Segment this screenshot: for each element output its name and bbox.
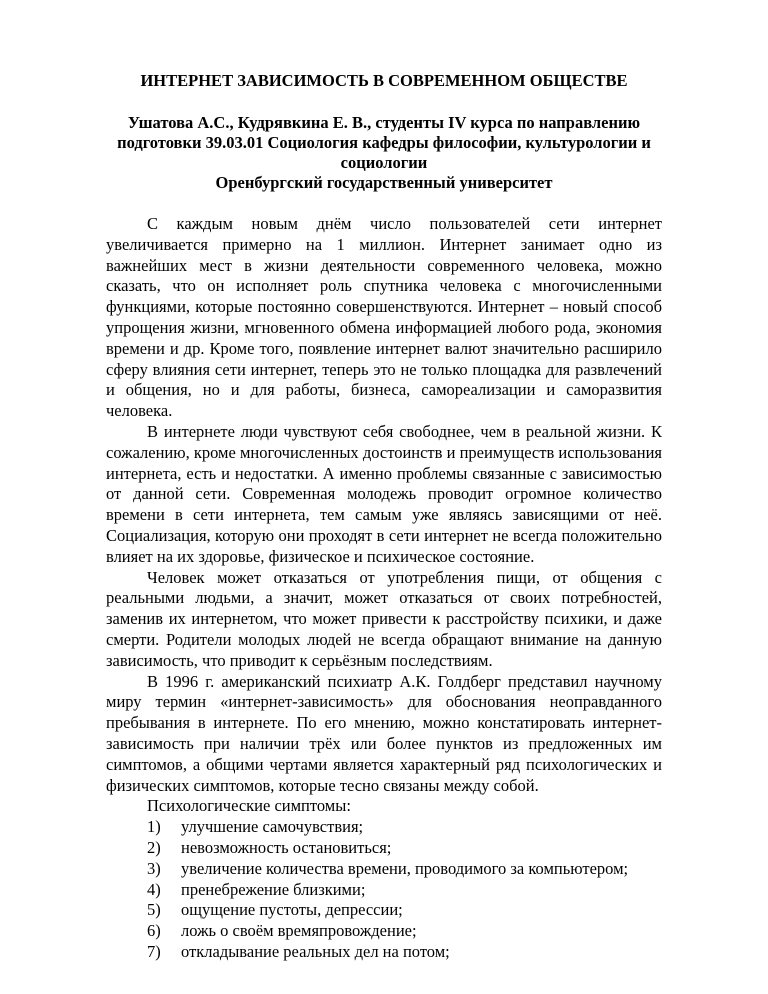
list-item [106, 880, 662, 901]
list-text: пренебрежение близкими; [181, 879, 366, 899]
list-item [106, 921, 662, 942]
list-number: 7) [147, 941, 161, 961]
document-body [106, 214, 662, 963]
list-heading: Психологические симптомы: [147, 796, 351, 816]
list-text: невозможность остановиться; [181, 837, 392, 857]
authors-line: подготовки 39.03.01 Социология кафедры философии, культурологии и [117, 133, 651, 152]
list-number: 1) [147, 817, 161, 837]
document-title: ИНТЕРНЕТ ЗАВИСИМОСТЬ В СОВРЕМЕННОМ ОБЩЕСТВЕ [140, 71, 628, 90]
university-name: Оренбургский государственный университет [215, 173, 553, 192]
authors-line: социологии [340, 153, 428, 172]
list-item [106, 942, 662, 963]
list-number: 6) [147, 921, 161, 941]
list-number: 2) [147, 837, 161, 857]
paragraph: С каждым новым днём число пользователей сети интернет увеличивается примерно на 1 миллион. Интернет занимает одно из важнейших мест в жизни деятельности современного человека, можно сказать, что он исполняет роль спутника человека с многочисленными функциями, которые постоянно совершенствуются. Интернет – новый способ упрощения жизни, мгновенного обмена информацией любого рода, экономия времени и др. Кроме того, появление интернет валют значительно расширило сферу влияния сети интернет, теперь это не только площадка для развлечений и общения, но и для работы, бизнеса, самореализации и саморазвития человека. [106, 214, 662, 421]
list-item [106, 817, 662, 838]
symptoms-list [106, 817, 662, 963]
paragraph: Человек может отказаться от употребления пищи, от общения с реальными людьми, а значит, может отказаться от своих потребностей, заменив их интернетом, что может привести к расстройству психики, и даже смерти. Родители молодых людей не всегда обращают внимание на данную зависимость, что приводит к серьёзным последствиям. [106, 567, 662, 670]
document-page [106, 60, 662, 963]
list-item [106, 859, 662, 880]
list-item [106, 838, 662, 859]
list-text: увеличение количества времени, проводимого за компьютером; [181, 858, 629, 878]
list-text: откладывание реальных дел на потом; [181, 941, 450, 961]
list-item [106, 900, 662, 921]
list-text: улучшение самочувствия; [181, 817, 364, 837]
list-number: 3) [147, 858, 161, 878]
paragraph: В 1996 г. американский психиатр А.К. Голдберг представил научному миру термин «интернет-зависимость» для обоснования неоправданного пребывания в интернете. По его мнению, можно констатировать интернет-зависимость при наличии трёх или более пунктов из предложенных им симптомов, а общими чертами является характерный ряд психологических и физических симптомов, которые тесно связаны между собой. [106, 671, 662, 795]
list-number: 4) [147, 879, 161, 899]
list-text: ощущение пустоты, депрессии; [181, 900, 403, 920]
list-text: ложь о своём времяпровождение; [181, 921, 417, 941]
list-number: 5) [147, 900, 161, 920]
paragraph: В интернете люди чувствуют себя свободнее, чем в реальной жизни. К сожалению, кроме многочисленных достоинств и преимуществ использования интернета, есть и недостатки. А именно проблемы связанные с зависимостью от данной сети. Современная молодежь проводит огромное количество времени в сети интернета, тем самым уже являясь зависящими от неё. Социализация, которую они проходят в сети интернет не всегда положительно влияет на их здоровье, физическое и психическое состояние. [106, 421, 662, 566]
authors-line: Ушатова А.С., Кудрявкина Е. В., студенты IV курса по направлению [127, 113, 641, 132]
authors-block [106, 113, 662, 193]
